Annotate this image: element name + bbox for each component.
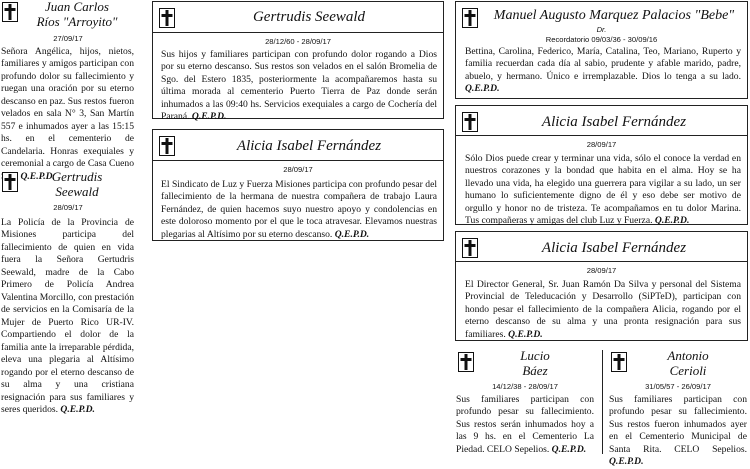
obituary-name: Alicia Isabel Fernández <box>541 240 687 256</box>
obituary-name: Alicia Isabel Fernández <box>541 114 687 130</box>
obituary-text: Sólo Dios puede crear y terminar una vida, sólo el conoce la verdad en nuestros corazones y la bondad que habita en el alma. Hoy se ha llevado una vida, ha elegido una guerrera para vigilar a su lado, un ser humano lo suficientemente digno de él y eso debe ser motivo de orgullo y honor no de tristeza. Te acompañamos en tu dolor Marina. Tus compañeras y amigas del club Luz y Fuerza. Q.E.P.D. <box>465 153 741 227</box>
obituary-card <box>152 129 444 241</box>
divider <box>456 261 747 262</box>
qepd-label: Q.E.P.D. <box>20 170 55 182</box>
obituary-subtitle: Dr. <box>596 25 607 34</box>
column-divider <box>602 350 603 454</box>
cross-icon <box>462 238 478 258</box>
obituary-card <box>455 231 748 341</box>
obituary-date: 28/09/17 <box>586 140 617 149</box>
obituary-text: Sus familiares participan con profundo pesar su fallecimiento. Sus restos serán inhumados hoy a las 9 hs. en el Cementerio La Piedad. CELO Sepelios. Q.E.P.D. <box>456 394 594 455</box>
obituary-text: Sus familiares participan con profundo pesar su fallecimiento. Sus restos fueron inhumados ayer en el Cementerio Municipal de Santa Rita. CELO Sepelios. Q.E.P.D. <box>609 394 747 468</box>
cross-icon <box>159 8 175 28</box>
obituary-text: La Policía de la Provincia de Misiones participa del fallecimiento de quien en vida fuera la Señora Gertudris Seewald, madre de la Cabo Primero de Policía Andrea Valentina Morcillo, con prestación de servicios en la Comisaría de la Mujer de Puerto Rico UR-IV. Compartiendo el dolor de la familia ante la irreparable pérdida, eleva una plegaria al Altísimo rogando por el eterno descanso de su alma y una cristiana resignación para sus familiares y seres queridos. Q.E.P.D. <box>1 217 134 416</box>
obituary-name: Antonio Cerioli <box>667 348 709 378</box>
obituary-date: 31/05/57 - 26/09/17 <box>645 382 711 391</box>
obituary-date: 27/09/17 <box>53 34 83 43</box>
obituary-date: 28/09/17 <box>586 266 617 275</box>
obituary-text: Señora Angélica, hijos, nietos, familiares y amigos participan con profundo dolor su fallecimiento y ruegan una oración por su eterno descanso en paz. Sus restos fueron velados en sala N° 3, San Martín 557 e inhumados ayer a las 15:15 hs. en el cementerio de Candelaria. Honras exequiales y ceremonial a cargo de Casa Cueno Q.E.P.D. <box>1 46 134 182</box>
qepd-label: Q.E.P.D. <box>654 215 690 227</box>
obituary-card <box>608 346 748 468</box>
obituary-date: 28/09/17 <box>53 203 83 212</box>
obituary-text: El Director General, Sr. Juan Ramón Da Silva y personal del Sistema Provincial de Teleducación y Desarrollo (SiPTeD), participan con hondo pesar el fallecimiento de la compañera Alicia, rogando por el eterno descanso de su alma y una pronta resignación para sus familiares. Q.E.P.D. <box>465 279 741 340</box>
obituary-text: Bettina, Carolina, Federico, María, Catalina, Teo, Mariano, Ruperto y familia recuerdan cada día al sabio, prudente y afable marido, padre, abuelo, y hermano. Único e irremplazable. Dios lo tenga a su lado. Q.E.P.D. <box>465 46 741 95</box>
cross-icon <box>159 136 175 156</box>
qepd-label: Q.E.P.D. <box>60 404 95 416</box>
qepd-label: Q.E.P.D. <box>551 443 587 455</box>
obituary-card <box>152 1 444 123</box>
obituary-date: 28/09/17 <box>283 165 313 174</box>
divider <box>153 160 443 161</box>
obituary-name: Gertrudis Seewald <box>51 169 103 199</box>
qepd-label: Q.E.P.D. <box>191 111 227 123</box>
obituary-date: 28/12/60 - 28/09/17 <box>265 37 331 46</box>
obituary-name: Manuel Augusto Marquez Palacios "Bebe" <box>493 8 735 23</box>
divider <box>456 135 747 136</box>
obituary-date: Recordatorio 09/03/36 - 30/09/16 <box>545 35 658 44</box>
qepd-label: Q.E.P.D. <box>465 83 500 95</box>
cross-icon <box>2 172 18 192</box>
obituary-name: Lucio Báez <box>520 348 550 378</box>
obituary-name: Alicia Isabel Fernández <box>236 138 382 154</box>
cross-icon <box>462 112 478 132</box>
obituary-card <box>455 1 748 99</box>
divider <box>153 32 443 33</box>
cross-icon <box>611 352 627 372</box>
cross-icon <box>2 2 18 22</box>
obituary-date: 14/12/38 - 28/09/17 <box>492 382 558 391</box>
qepd-label: Q.E.P.D. <box>508 328 543 340</box>
cross-icon <box>458 352 474 372</box>
obituary-card <box>455 105 748 225</box>
obituary-name: Juan Carlos Ríos "Arroyito" <box>36 0 118 29</box>
qepd-label: Q.E.P.D. <box>609 456 644 468</box>
qepd-label: Q.E.P.D. <box>334 228 370 240</box>
obituary-card <box>455 346 595 454</box>
left-column <box>0 0 136 454</box>
obituary-text: Sus hijos y familiares participan con profundo dolor rogando a Dios por su eterno descanso. Sus restos son velados en el salón Bromelia de Sgo. del Estero 1835, posteriormente la acompañaremos hasta su última morada al cementerio Puerto Tierra de Paz donde serán inhumados a las 09:40 hs. Servicios exequiales a cargo de Cochería del Paraná. Q.E.P.D. <box>161 49 437 123</box>
obituary-name: Gertrudis Seewald <box>252 9 366 25</box>
obituary-text: El Sindicato de Luz y Fuerza Misiones participa con profundo pesar del fallecimiento de la hermana de nuestra compañera de trabajo Laura Fernández, de quien hacemos suyo nuestro apoyo y condolencias en este doloroso momento por el que le toca atravesar. Elevamos nuestras plegarias al Altísimo por su eterno descanso. Q.E.P.D. <box>161 179 437 240</box>
